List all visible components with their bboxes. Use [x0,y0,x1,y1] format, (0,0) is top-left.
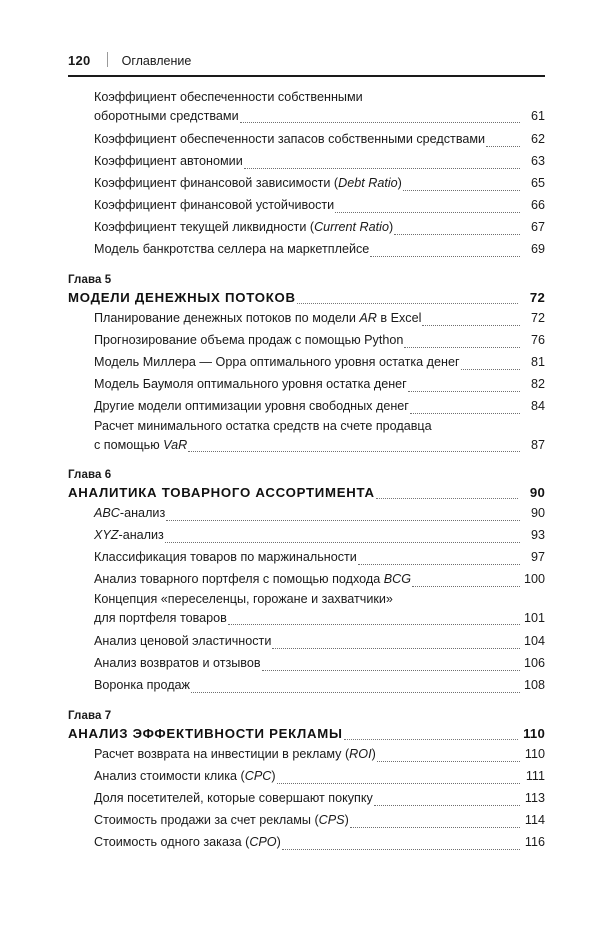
toc-entry[interactable] [94,630,545,652]
dot-leader [240,122,520,123]
entry-label: Модель банкротства селлера на маркетплейсе [94,242,370,256]
dot-leader [410,413,520,414]
dot-leader [461,369,520,370]
dot-leader [188,451,520,452]
dot-leader [370,256,520,257]
toc-entry[interactable] [94,216,545,238]
toc-entry[interactable] [94,674,545,696]
dot-leader [262,670,520,671]
header-title: Оглавление [121,54,192,68]
entry-label: Классификация товаров по маржинальности [94,550,357,564]
entry-page-number: 110 [524,747,545,761]
entry-page-number: 72 [530,311,545,325]
entry-page-number: 114 [524,813,545,827]
dot-leader [228,624,520,625]
entry-label: Коэффициент финансовой устойчивости [94,198,335,212]
toc-entry[interactable] [94,831,545,853]
entry-page-number: 106 [523,656,545,670]
dot-leader [403,190,520,191]
entry-page-number: 113 [524,791,545,805]
toc-entry[interactable] [94,307,545,329]
entry-label: Анализ товарного портфеля с помощью подхода BCG [94,572,411,586]
toc-entry[interactable] [94,524,545,546]
entry-page-number: 63 [530,154,545,168]
continued-entries-list [94,88,545,260]
entry-label: Анализ ценовой эластичности [94,634,272,648]
chapter-entries-list [94,743,545,853]
entry-label: Воронка продаж [94,678,190,692]
chapter-entries-list [94,307,545,455]
dot-leader [486,146,520,147]
entry-label-line1: Концепция «переселенцы, горожане и захватчики» [94,592,393,606]
entry-page-number: 108 [523,678,545,692]
toc-entry[interactable] [94,351,545,373]
dot-leader [165,542,520,543]
chapter-block [68,468,545,696]
toc-entry[interactable] [94,809,545,831]
entry-page-number: 65 [530,176,545,190]
toc-entry[interactable] [94,417,545,455]
entry-label: Стоимость одного заказа (CPO) [94,835,281,849]
dot-leader [272,648,520,649]
entry-label: Модель Баумоля оптимального уровня остатка денег [94,377,407,391]
chapter-heading[interactable] [68,709,545,743]
dot-leader [408,391,520,392]
toc-entry[interactable] [94,787,545,809]
dot-leader [244,168,520,169]
chapter-heading[interactable] [68,273,545,307]
toc-entry[interactable] [94,194,545,216]
chapter-block [68,273,545,455]
chapter-title-row[interactable] [68,288,545,307]
entry-label: Модель Миллера — Орра оптимального уровня остатка денег [94,355,460,369]
entry-label: для портфеля товаров [94,611,227,625]
toc-entry[interactable] [94,150,545,172]
entry-label: Доля посетителей, которые совершают покупку [94,791,373,805]
page-folio: 120 [68,53,91,68]
dot-leader [358,564,520,565]
dot-leader [191,692,520,693]
chapter-title-row[interactable] [68,483,545,502]
entry-label: ABC-анализ [94,506,166,520]
chapter-page-number: 72 [529,290,545,305]
entry-label: Планирование денежных потоков по модели AR в Excel [94,311,422,325]
entry-label: Анализ возвратов и отзывов [94,656,261,670]
entry-label-line1: Расчет минимального остатка средств на счете продавца [94,419,432,433]
entry-label: Коэффициент текущей ликвидности (Current Ratio) [94,220,394,234]
entry-page-number: 84 [530,399,545,413]
dot-leader [344,739,518,740]
dot-leader [166,520,520,521]
entry-page-number: 66 [530,198,545,212]
chapter-number-label: Глава 5 [68,274,112,286]
dot-leader [376,498,518,499]
toc-entry[interactable] [94,652,545,674]
entry-label: XYZ-анализ [94,528,164,542]
header-divider [107,52,108,67]
entry-page-number: 69 [530,242,545,256]
chapter-list [68,273,545,853]
dot-leader [350,827,520,828]
chapter-number-label: Глава 6 [68,469,112,481]
entry-label: Другие модели оптимизации уровня свободных денег [94,399,409,413]
entry-label-line1: Коэффициент обеспеченности собственными [94,90,363,104]
chapter-entries-list [94,502,545,696]
chapter-title: АНАЛИТИКА ТОВАРНОГО АССОРТИМЕНТА [68,485,375,500]
toc-entry[interactable] [94,590,545,628]
toc-entry[interactable] [94,568,545,590]
dot-leader [374,805,520,806]
entry-page-number: 90 [530,506,545,520]
entry-page-number: 111 [525,769,545,783]
entry-page-number: 82 [530,377,545,391]
entry-label: с помощью VaR [94,438,188,452]
dot-leader [422,325,520,326]
chapter-page-number: 90 [529,485,545,500]
running-header [68,50,545,68]
entry-label: Коэффициент финансовой зависимости (Debt Ratio) [94,176,402,190]
entry-page-number: 76 [530,333,545,347]
entry-label: оборотными средствами [94,109,239,123]
dot-leader [394,234,520,235]
chapter-title-row[interactable] [68,724,545,743]
entry-page-number: 62 [530,132,545,146]
dot-leader [412,586,520,587]
chapter-heading[interactable] [68,468,545,502]
dot-leader [277,783,520,784]
toc-entry[interactable] [94,765,545,787]
toc-entry[interactable] [94,546,545,568]
dot-leader [335,212,520,213]
dot-leader [297,303,518,304]
dot-leader [404,347,520,348]
toc-entry[interactable] [94,238,545,260]
toc-entry[interactable] [94,329,545,351]
toc-entry[interactable] [94,172,545,194]
entry-label: Анализ стоимости клика (CPC) [94,769,276,783]
entry-page-number: 116 [524,835,545,849]
entry-page-number: 61 [530,109,545,123]
entry-label: Коэффициент автономии [94,154,243,168]
entry-label: Расчет возврата на инвестиции в рекламу (ROI) [94,747,376,761]
toc-entry[interactable] [94,502,545,524]
toc-entry[interactable] [94,743,545,765]
chapter-number-label: Глава 7 [68,710,112,722]
entry-label: Коэффициент обеспеченности запасов собственными средствами [94,132,486,146]
entry-label: Стоимость продажи за счет рекламы (CPS) [94,813,349,827]
entry-page-number: 81 [530,355,545,369]
entry-page-number: 100 [523,572,545,586]
dot-leader [282,849,520,850]
dot-leader [377,761,520,762]
chapter-title: АНАЛИЗ ЭФФЕКТИВНОСТИ РЕКЛАМЫ [68,726,343,741]
chapter-block [68,709,545,853]
chapter-page-number: 110 [523,726,545,741]
toc-entry[interactable] [94,88,545,126]
entry-label: Прогнозирование объема продаж с помощью Python [94,333,404,347]
toc-entry[interactable] [94,395,545,417]
toc-entry[interactable] [94,128,545,150]
entry-page-number: 93 [530,528,545,542]
toc-entry[interactable] [94,373,545,395]
entry-page-number: 87 [530,438,545,452]
header-rule [68,75,545,77]
chapter-title: МОДЕЛИ ДЕНЕЖНЫХ ПОТОКОВ [68,290,296,305]
entry-page-number: 97 [530,550,545,564]
table-of-contents [68,88,545,853]
entry-page-number: 67 [530,220,545,234]
entry-page-number: 104 [523,634,545,648]
entry-page-number: 101 [523,611,545,625]
